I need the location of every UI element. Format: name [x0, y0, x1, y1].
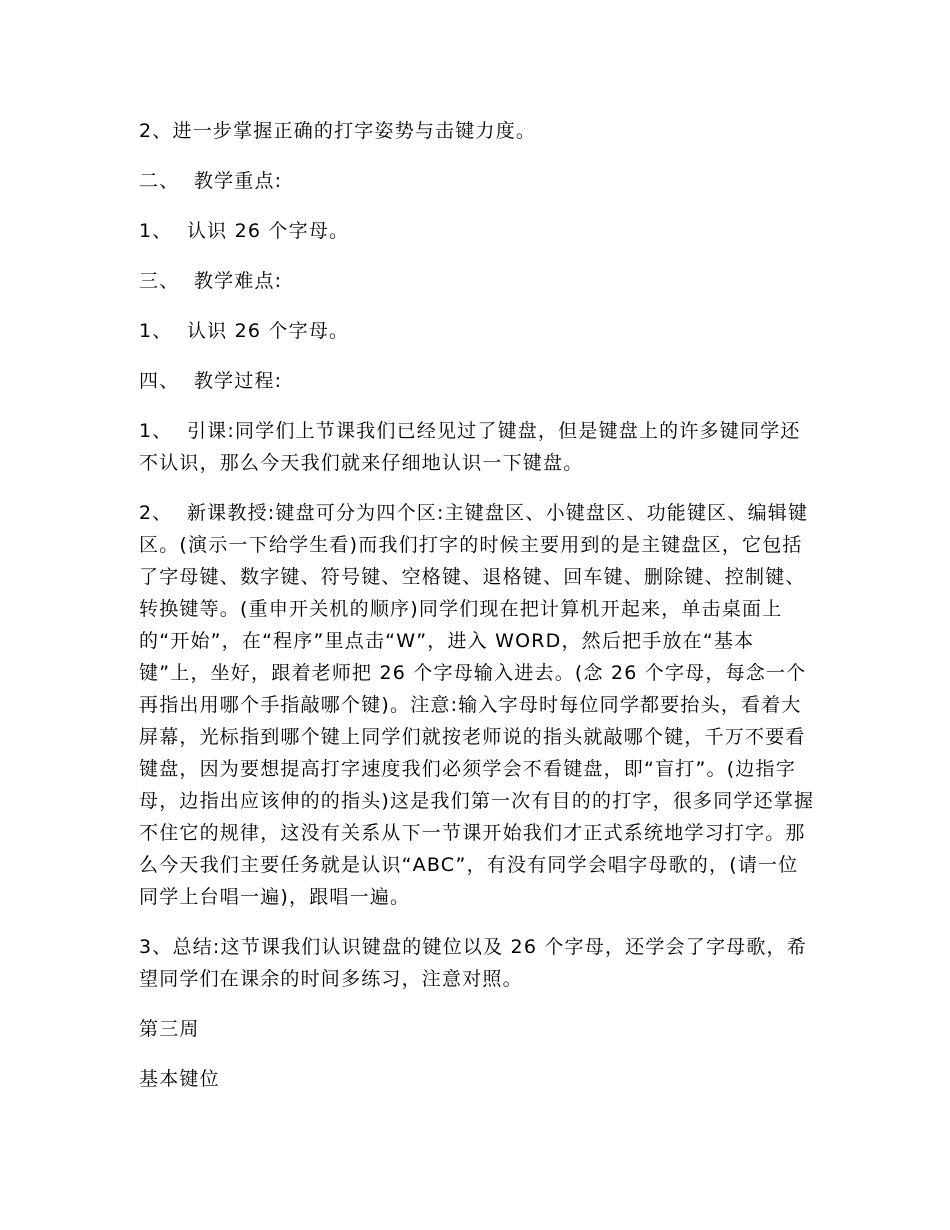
section-heading-process: 四、 教学过程: [139, 370, 283, 392]
difficulty-1: 1、 认识 26 个字母。 [139, 320, 350, 342]
lesson-title: 基本键位 [139, 1068, 220, 1090]
week-heading: 第三周 [139, 1018, 200, 1040]
section-heading-difficulties: 三、 教学难点: [139, 270, 283, 292]
document-page [139, 115, 815, 1113]
section-heading-key-points: 二、 教学重点: [139, 170, 283, 192]
key-point-1: 1、 认识 26 个字母。 [139, 220, 350, 242]
process-step-2: 2、 新课教授:键盘可分为四个区:主键盘区、小键盘区、功能键区、编辑键区。(演示一下给学生看)而我们打字的时候主要用到的是主键盘区，它包括了字母键、数字键、符号键、空格键、退格键、回车键、删除键、控制键、转换键等。(重申开关机的顺序)同学们现在把计算机开起来，单击桌面上的“开始”，在“程序”里点击“W”，进入 WORD，然后把手放在“基本键”上，坐好，跟着老师把 26 个字母输入进去。(念 26 个字母，每念一个再指出用哪个手指敲哪个键)。注意:输入字母时每位同学都要抬头，看着大屏幕，光标指到哪个键上同学们就按老师说的指头就敲哪个键，千万不要看键盘，因为要想提高打字速度我们必须学会不看键盘，即“盲打”。(边指字母，边指出应该伸的的指头)这是我们第一次有目的的打字，很多同学还掌握不住它的规律，这没有关系从下一节课开始我们才正式系统地学习打字。那么今天我们主要任务就是认识“ABC”，有没有同学会唱字母歌的，(请一位同学上台唱一遍)，跟唱一遍。 [139, 502, 815, 908]
process-step-3: 3、总结:这节课我们认识键盘的键位以及 26 个字母，还学会了字母歌，希望同学们在课余的时间多练习，注意对照。 [139, 936, 807, 990]
process-step-1: 1、 引课:同学们上节课我们已经见过了键盘，但是键盘上的许多键同学还不认识，那么今天我们就来仔细地认识一下键盘。 [139, 420, 801, 474]
objective-2: 2、进一步掌握正确的打字姿势与击键力度。 [139, 120, 537, 142]
